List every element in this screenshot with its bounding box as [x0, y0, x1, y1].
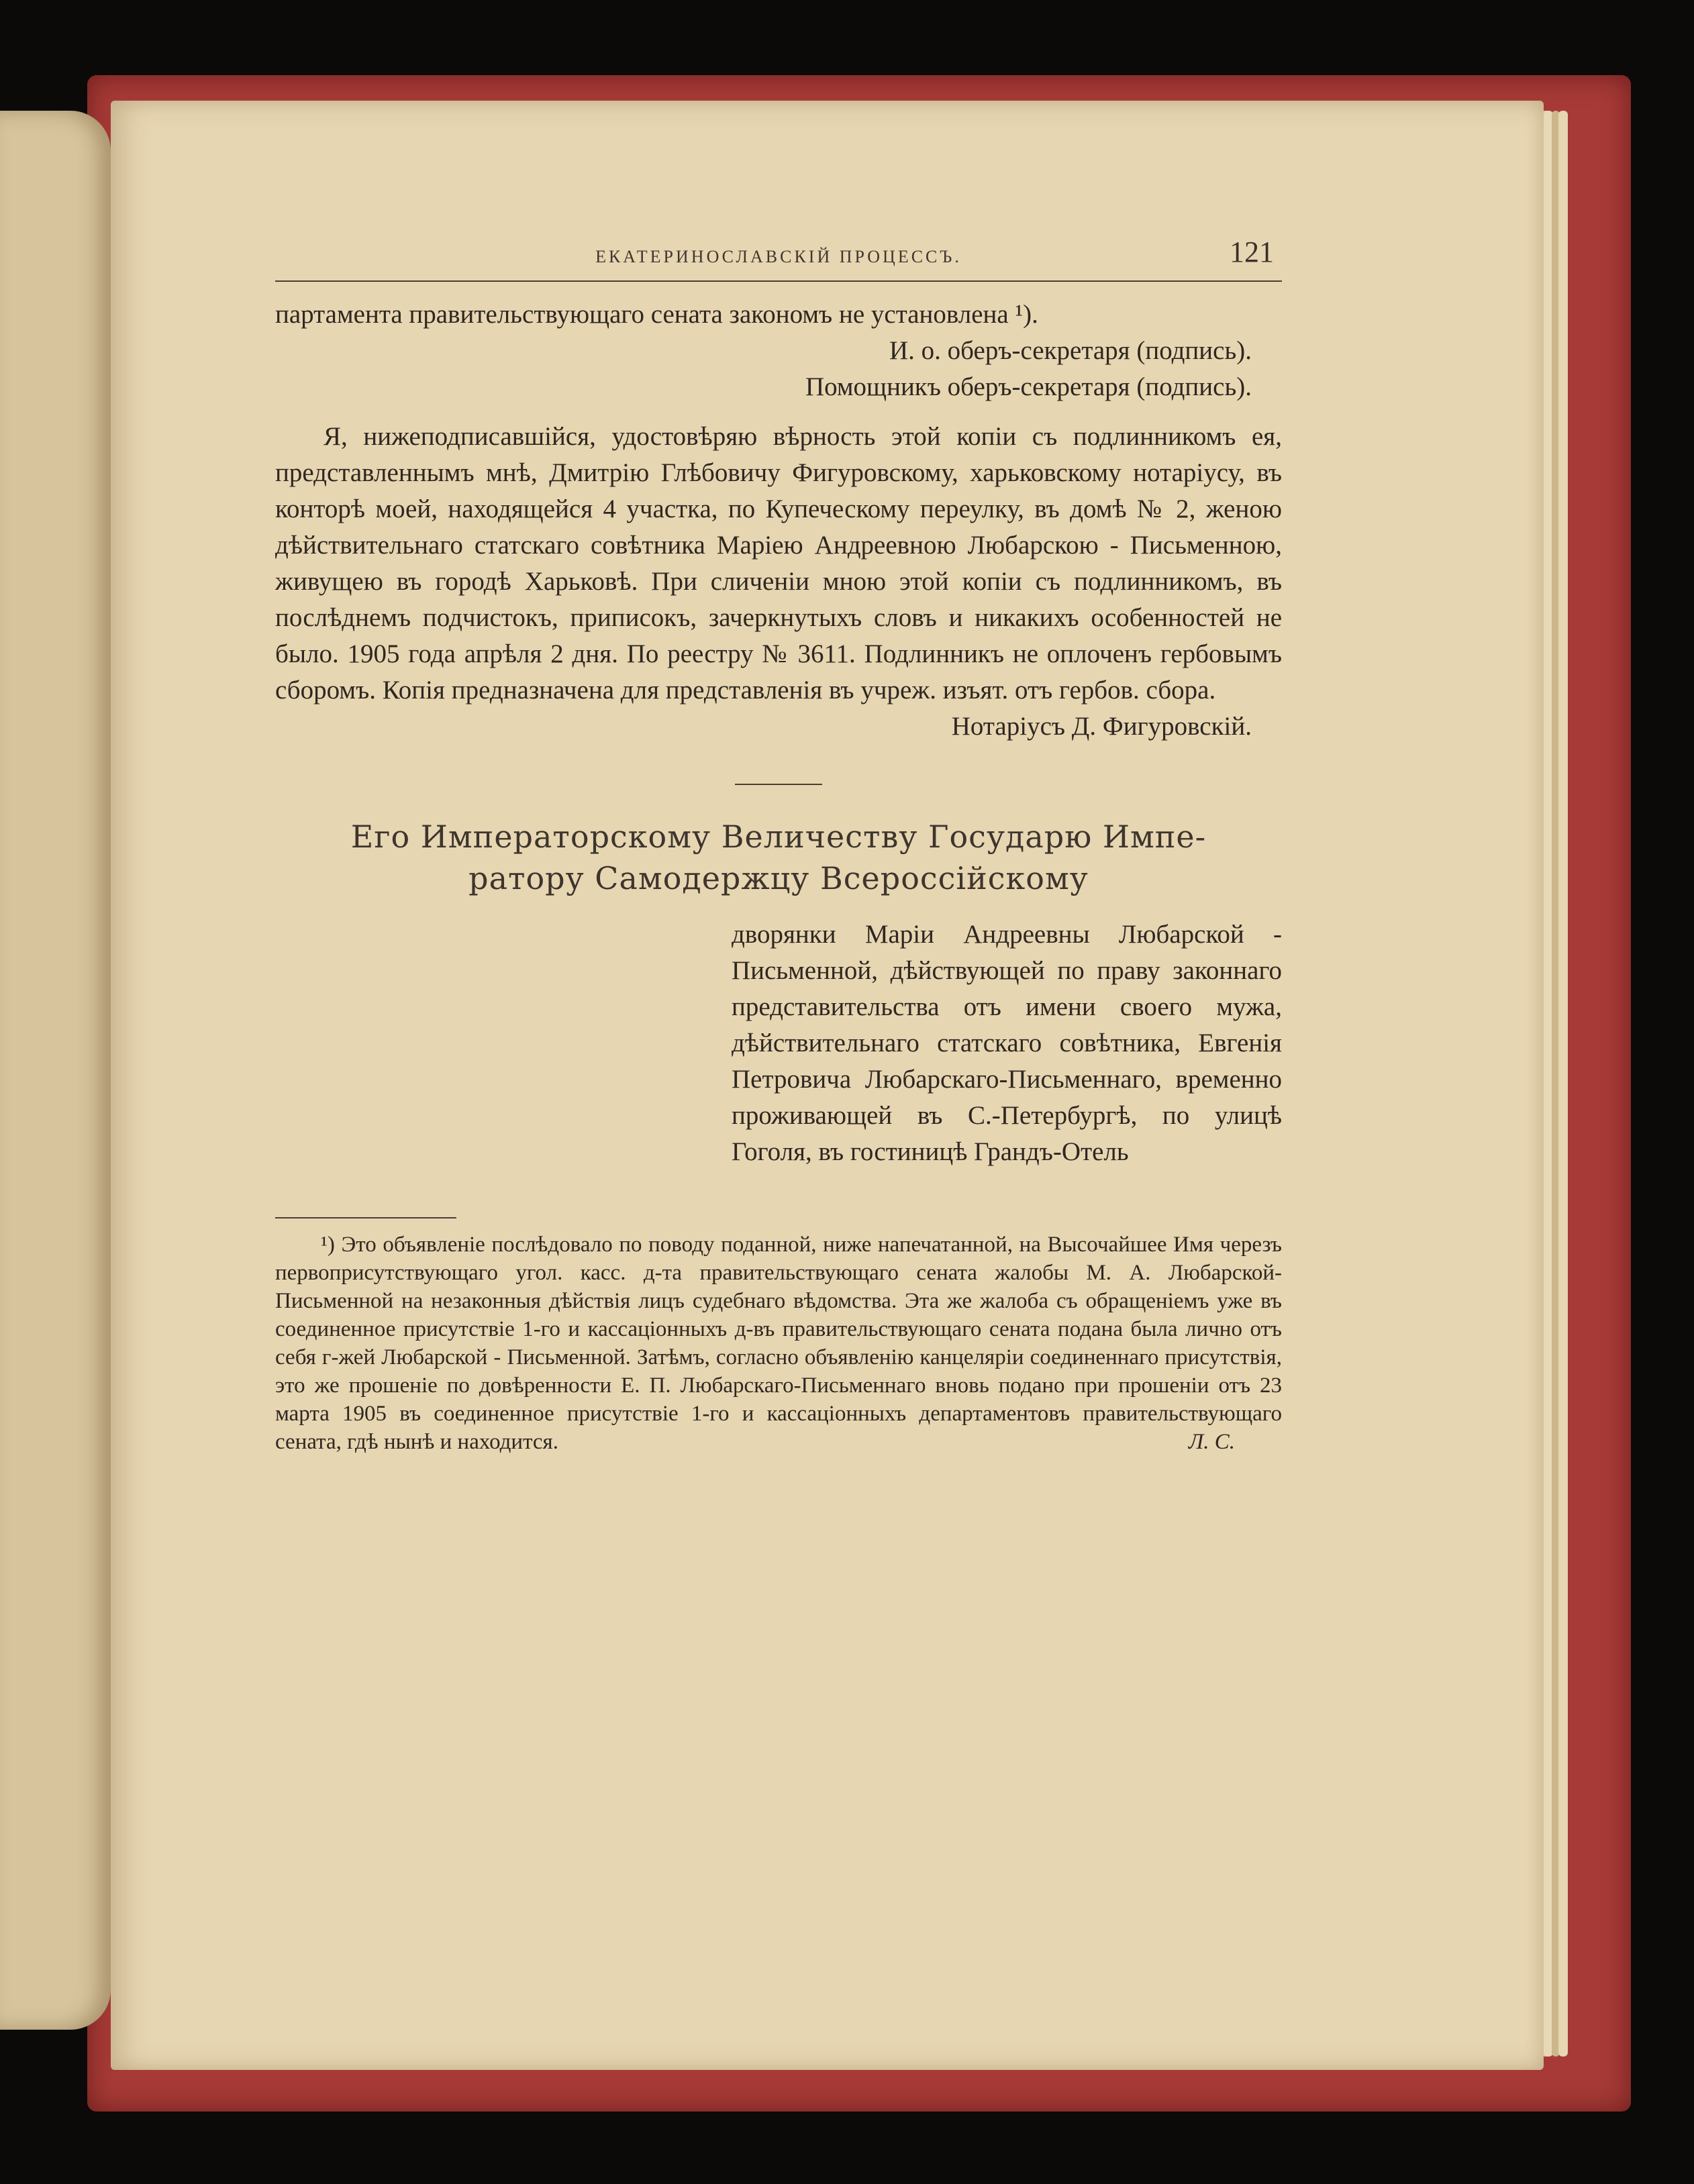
- footnote-rule: [275, 1217, 456, 1218]
- page-content: [275, 235, 1282, 1456]
- notary-signature: Нотаріусъ Д. Фигуровскій.: [951, 712, 1252, 741]
- address-heading: [275, 816, 1282, 899]
- page-header: [275, 235, 1282, 282]
- signature-acting-secretary: И. о. оберъ-секретаря (подпись).: [889, 336, 1252, 365]
- address-line-1: Его Императорскому Величеству Государю Импе-: [350, 819, 1207, 855]
- opening-paragraph: партамента правительствующаго сената закономъ не установлена ¹).: [275, 300, 1038, 329]
- page-number: 121: [1230, 236, 1274, 268]
- left-facing-page: [0, 111, 111, 2030]
- footnote: ¹) Это объявленіе послѣдовало по поводу поданной, ниже напечатанной, на Высочайшее Имя черезъ первоприсутствующаго угол. касс. д-та правительствующаго сената жалобы М. А. Любарской-Письменной на незаконныя дѣйствія лицъ судебнаго вѣдомства. Эта же жалоба съ обращеніемъ уже въ соединенное присутствіе 1-го и кассаціонныхъ д-въ правительствующаго сената подана была лично отъ себя г-жей Любарской - Письменной. Затѣмъ, согласно объявленію канцеляріи соединеннаго присутствія, это же прошеніе по довѣренности Е. П. Любарскаго-Письменнаго вновь подано при прошеніи отъ 23 марта 1905 въ соединенное присутствіе 1-го и кассаціонныхъ департаментовъ правительствующаго сената, гдѣ нынѣ и находится.: [275, 1233, 1282, 1454]
- running-head: ЕКАТЕРИНОСЛАВСКІЙ ПРОЦЕССЪ.: [595, 247, 962, 266]
- petitioner-block: дворянки Маріи Андреевны Любарской - Письменной, дѣйствующей по праву законнаго представительства отъ имени своего мужа, дѣйствительнаго статскаго совѣтника, Евгенія Петровича Любарскаго-Письменнаго, временно проживающей въ С.-Петербургѣ, по улицѣ Гоголя, въ гостиницѣ Грандъ-Отель: [732, 920, 1282, 1166]
- section-divider: [735, 784, 822, 785]
- notary-certificate: Я, нижеподписавшійся, удостовѣряю вѣрность этой копіи съ подлинникомъ ея, представленнымъ мнѣ, Дмитрію Глѣбовичу Фигуровскому, харьковскому нотаріусу, въ конторѣ моей, находящейся 4 участка, по Купеческому переулку, въ домѣ № 2, женою дѣйствительнаго статскаго совѣтника Маріею Андреевною Любарскою - Письменною, живущею въ городѣ Харьковѣ. При сличеніи мною этой копіи съ подлинникомъ, въ послѣднемъ подчистокъ, приписокъ, зачеркнутыхъ словъ и никакихъ особенностей не было. 1905 года апрѣля 2 дня. По реестру № 3611. Подлинникъ не оплоченъ гербовымъ сборомъ. Копія предназначена для представленія въ учреж. изъят. отъ гербов. сбора.: [275, 422, 1282, 705]
- signature-assistant-secretary: Помощникъ оберъ-секретаря (подпись).: [805, 372, 1252, 401]
- address-line-2: ратору Самодержцу Всероссійскому: [468, 860, 1089, 896]
- footnote-signature: Л. С.: [1188, 1430, 1235, 1454]
- page-edge: [1558, 111, 1568, 2057]
